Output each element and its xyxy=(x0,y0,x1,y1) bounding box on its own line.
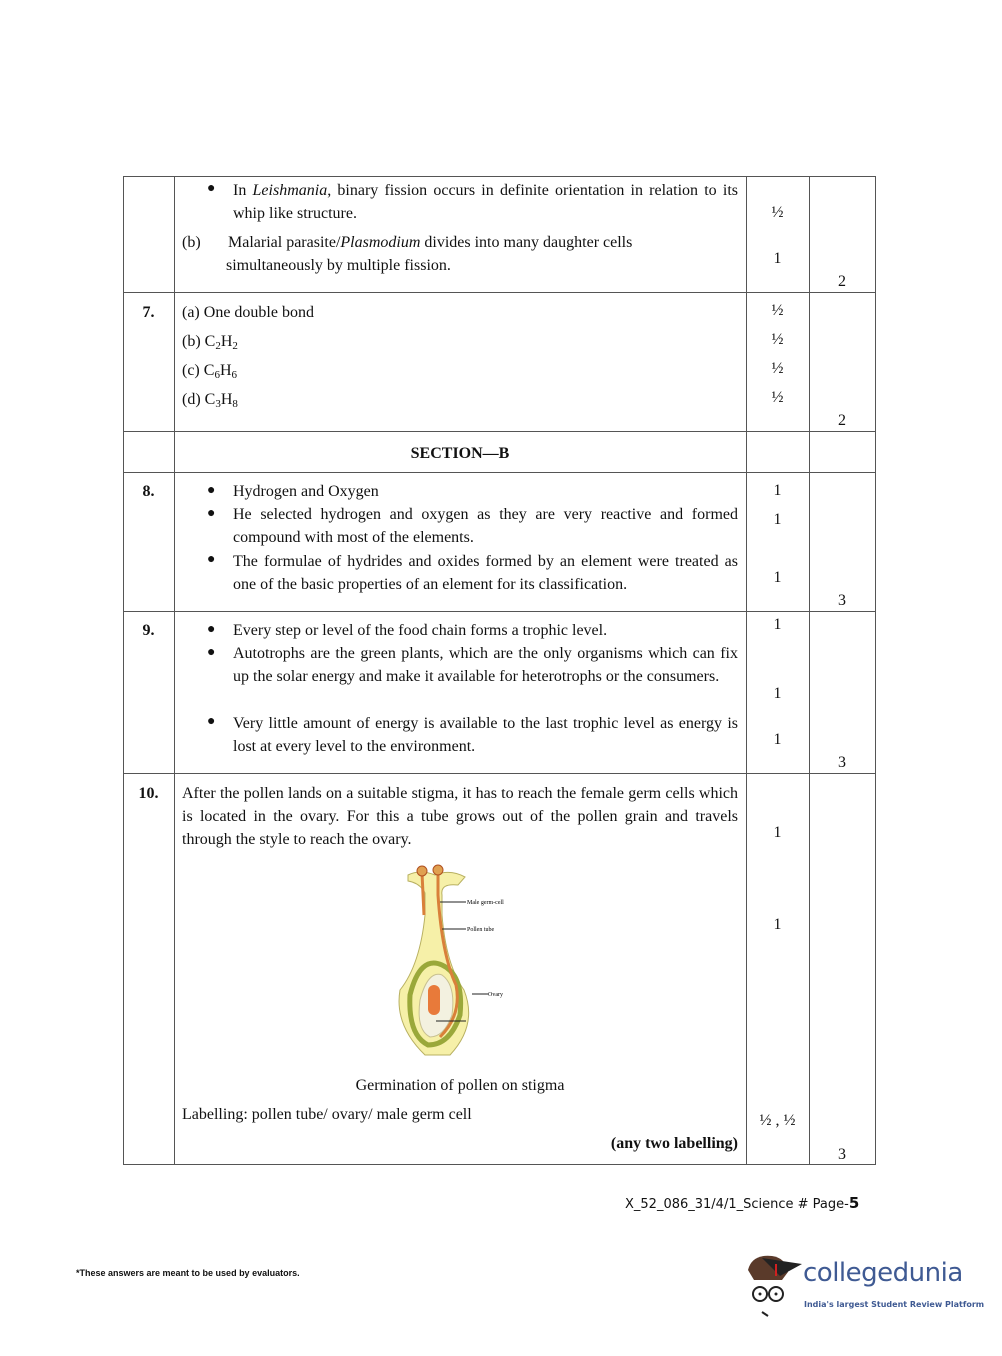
diagram-label: Male germ-cell xyxy=(467,900,504,906)
table-border xyxy=(123,292,876,293)
mark: 1 xyxy=(773,685,782,702)
logo-tagline: India's largest Student Review Platform xyxy=(804,1300,985,1309)
bullet-icon: ● xyxy=(207,645,216,660)
bullet-icon: ● xyxy=(207,506,216,521)
mark: ½ xyxy=(771,302,784,319)
question-number: 9. xyxy=(142,622,155,639)
disclaimer: *These answers are meant to be used by evaluators. xyxy=(76,1268,300,1278)
question-number: 8. xyxy=(142,483,155,500)
diagram-caption: Germination of pollen on stigma xyxy=(355,1077,565,1094)
mark: 1 xyxy=(773,482,782,499)
table-border xyxy=(123,472,876,473)
mark: 1 xyxy=(773,250,782,267)
table-border xyxy=(875,176,876,1165)
mark: ½ xyxy=(771,389,784,406)
answer-text: After the pollen lands on a suitable stigma, it has to reach the female germ cells which is located in the ovary. For this a tube grows out of the pollen grain and travels through the style to reach the ovary. xyxy=(182,785,738,848)
table-border xyxy=(174,176,175,1165)
table-border xyxy=(123,1164,876,1165)
mark: 1 xyxy=(773,511,782,528)
table-border xyxy=(746,176,747,1165)
table-border xyxy=(123,611,876,612)
labelling-note: (any two labelling) xyxy=(610,1135,738,1152)
table-border xyxy=(809,176,810,1165)
total-marks: 3 xyxy=(838,592,846,609)
mark: ½ xyxy=(771,204,784,221)
page-code: X_52_086_31/4/1_Science # Page-5 xyxy=(625,1194,860,1212)
answer-text: The formulae of hydrides and oxides formed by an element were treated as one of the basic properties of an element for its classification. xyxy=(233,553,738,593)
question-number: 7. xyxy=(142,304,155,321)
answer-text: He selected hydrogen and oxygen as they are very reactive and formed compound with most of the elements. xyxy=(233,506,738,546)
mark: 1 xyxy=(773,824,782,841)
bullet-icon: ● xyxy=(207,552,216,567)
total-marks: 2 xyxy=(838,412,846,429)
answer-text: Autotrophs are the green plants, which are the only organisms which can fix up the solar energy and make it available for heterotrophs or the consumers. xyxy=(233,645,738,685)
mark: 1 xyxy=(773,731,782,748)
section-heading: SECTION—B xyxy=(410,445,510,462)
answer-text: simultaneously by multiple fission. xyxy=(226,257,451,274)
answer-c: (c) $C_6H_6$ xyxy=(182,362,237,381)
part-label: (b) xyxy=(182,234,201,251)
logo-name: collegedunia xyxy=(803,1258,963,1288)
bullet-icon: ● xyxy=(207,181,216,196)
labelling-text: Labelling: pollen tube/ ovary/ male germ cell xyxy=(182,1106,472,1123)
mark: ½ xyxy=(771,331,784,348)
answer-d: (d) $C_3H_8$ xyxy=(182,391,238,410)
diagram-label: Pollen tube xyxy=(467,927,495,933)
question-number: 10. xyxy=(138,785,159,802)
pollen-germination-diagram xyxy=(380,855,540,1065)
total-marks: 3 xyxy=(838,1146,846,1163)
mark: 1 xyxy=(773,616,782,633)
table-border xyxy=(123,176,124,1165)
answer-text: Very little amount of energy is available to the last trophic level as energy is lost at every level to the environment. xyxy=(233,715,738,755)
collegedunia-mascot-icon xyxy=(742,1250,804,1320)
answer-a: (a) One double bond xyxy=(182,304,314,321)
bullet-icon: ● xyxy=(207,714,216,729)
bullet-icon: ● xyxy=(207,483,216,498)
mark: ½ xyxy=(771,360,784,377)
answer-text: In Leishmania, binary fission occurs in definite orientation in relation to its whip like structure. xyxy=(233,182,738,222)
answer-text: Every step or level of the food chain forms a trophic level. xyxy=(233,622,608,639)
bullet-icon: ● xyxy=(207,622,216,637)
answer-text: Malarial parasite/Plasmodium divides into many daughter cells xyxy=(228,234,633,251)
mark: 1 xyxy=(773,569,782,586)
mark: 1 xyxy=(773,916,782,933)
table-border xyxy=(123,176,876,177)
diagram-label: Ovary xyxy=(488,992,503,998)
table-border xyxy=(123,773,876,774)
answer-b: (b) $C_2H_2$ xyxy=(182,333,238,352)
total-marks: 2 xyxy=(838,273,846,290)
mark: ½ , ½ xyxy=(759,1112,796,1129)
table-border xyxy=(123,431,876,432)
answer-text: Hydrogen and Oxygen xyxy=(233,483,379,500)
total-marks: 3 xyxy=(838,754,846,771)
